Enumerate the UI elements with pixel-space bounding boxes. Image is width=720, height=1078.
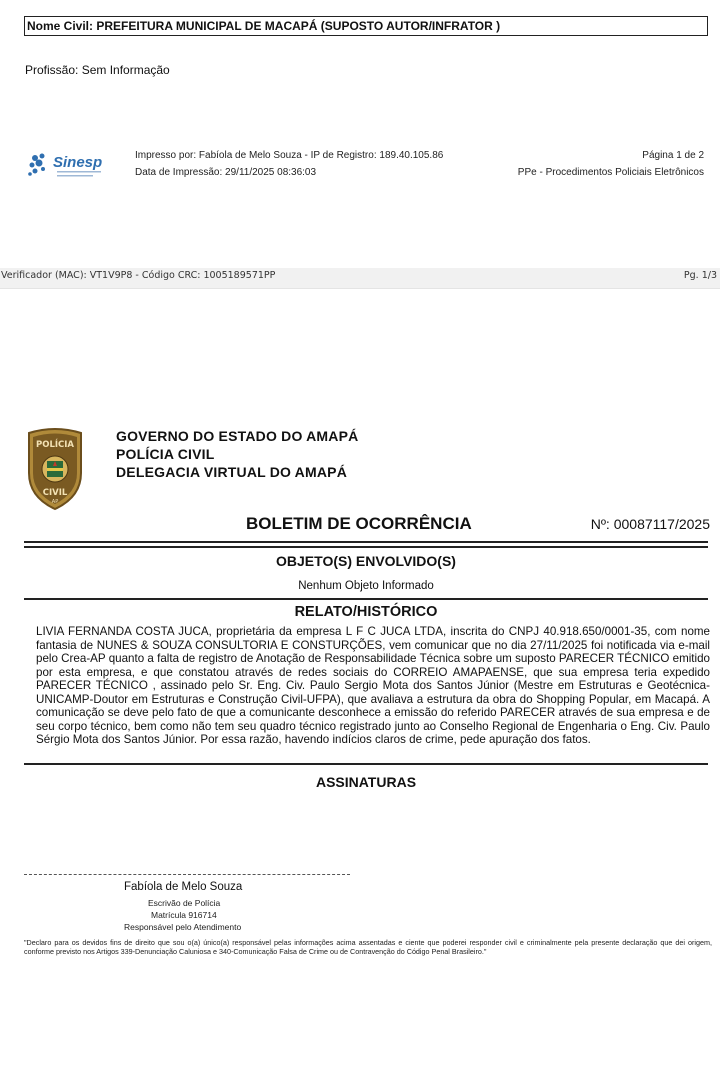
objetos-divider xyxy=(24,598,708,600)
header-line-delegacia: DELEGACIA VIRTUAL DO AMAPÁ xyxy=(116,464,348,480)
declaration-text: "Declaro para os devidos fins de direito que sou o(a) único(a) responsável pelas informações acima assentadas e ciente que poderei responder civil e criminalmente pela presente declaração que dei origem, conforme previsto nos Artigos 339-Denunciação Caluniosa e 340-Comunicação Falsa de Crime ou de Contravenção do Código Penal Brasileiro." xyxy=(24,938,712,956)
printed-by: Impresso por: Fabíola de Melo Souza - IP de Registro: 189.40.105.86 xyxy=(135,150,444,161)
relato-divider xyxy=(24,763,708,765)
page-counter: Página 1 de 2 xyxy=(642,150,704,161)
objetos-section-title: OBJETO(S) ENVOLVIDO(S) xyxy=(276,553,456,569)
verifier-code: Verificador (MAC): VT1V9P8 - Código CRC: 1005189571PP xyxy=(1,270,276,281)
objetos-text: Nenhum Objeto Informado xyxy=(298,580,434,592)
signer-name: Fabíola de Melo Souza xyxy=(124,881,243,893)
system-name: PPe - Procedimentos Policiais Eletrônicos xyxy=(517,167,704,178)
signer-role: Escrivão de Polícia xyxy=(148,898,221,908)
policia-civil-badge xyxy=(23,427,87,511)
verifier-page: Pg. 1/3 xyxy=(683,270,717,281)
signer-responsibility: Responsável pelo Atendimento xyxy=(124,922,242,932)
header-divider-bottom xyxy=(24,546,708,548)
header-line-government: GOVERNO DO ESTADO DO AMAPÁ xyxy=(116,428,359,444)
assinaturas-section-title: ASSINATURAS xyxy=(315,774,417,790)
signature-line xyxy=(24,874,350,875)
header-divider-top xyxy=(24,541,708,543)
header-line-police: POLÍCIA CIVIL xyxy=(116,446,215,462)
police-badge-icon xyxy=(23,427,87,511)
document-number: Nº: 00087117/2025 xyxy=(590,516,710,532)
sinesp-logo-icon xyxy=(27,150,117,182)
sinesp-logo-text: Sinesp xyxy=(53,154,103,171)
badge-top-text: POLÍCIA xyxy=(35,440,75,450)
signer-matricula: Matrícula 916714 xyxy=(151,910,217,920)
nome-civil-field: Nome Civil: PREFEITURA MUNICIPAL DE MACAPÁ (SUPOSTO AUTOR/INFRATOR ) xyxy=(24,16,708,36)
printed-date: Data de Impressão: 29/11/2025 08:36:03 xyxy=(135,167,317,178)
relato-section-title: RELATO/HISTÓRICO xyxy=(294,604,438,620)
relato-text: LIVIA FERNANDA COSTA JUCA, proprietária da empresa L F C JUCA LTDA, inscrita do CNPJ 40.918.650/0001-35, com nome fantasia de NUNES & SOUZA CONSULTORIA E CONSTURÇÕES, vem comunicar que no dia 27/11/2025 foi notificada via e-mail pelo Crea-AP quanto a falta de registro de Anotação de Responsabilidade Técnica sobre um suposto PARECER TÉCNICO emitido por esta empresa, e que constatou através de redes sociais do CORREIO AMAPAENSE, que sua empresa teria expedido PARECER TÉCNICO , assinado pelo Sr. Eng. Civ. Paulo Sergio Mota dos Santos Júnior (Mestre em Estruturas e Geotécnica-UNICAMP-Doutor em Estruturas e Construção Civil-UFPA), que avaliava a estrutura da obra do Shopping Popular, em Macapá. A comunicação se deve pelo fato de que a comunicante desconhece a emissão do referido PARECER através de sua empresa e de seu corpo técnico, bem como não tem seu quadro técnico registrado junto ao Conselho Regional de Engenharia o Eng. Civ. Paulo Sérgio Mota dos Santos Júnior. Por essa razão, havendo indícios claros de crime, pede apuração dos fatos. xyxy=(36,625,710,746)
document-title: BOLETIM DE OCORRÊNCIA xyxy=(246,514,472,533)
sinesp-logo xyxy=(27,150,117,182)
profissao-field: Profissão: Sem Informação xyxy=(25,63,170,77)
badge-bottom-text: CIVIL xyxy=(42,488,68,498)
badge-state-text: AP xyxy=(51,499,59,505)
